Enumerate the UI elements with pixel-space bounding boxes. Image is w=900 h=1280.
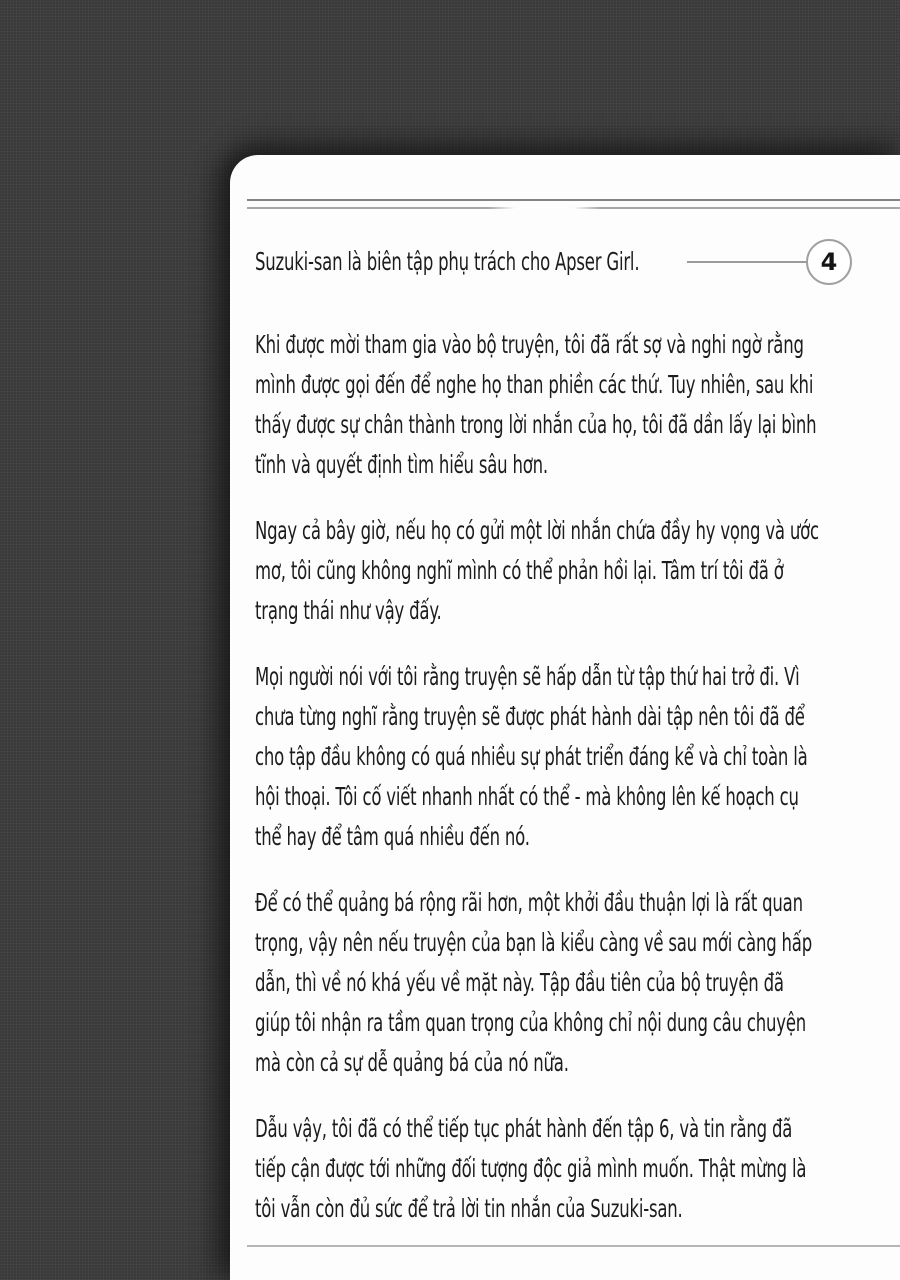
text-line-content: cho tập đầu không có quá nhiều sự phát triển đáng kể và chỉ toàn là <box>255 742 808 771</box>
text-line <box>255 817 894 857</box>
text-line <box>255 365 894 405</box>
text-line <box>255 1149 894 1189</box>
top-rule-primary <box>247 199 900 201</box>
text-line-content: Để có thể quảng bá rộng rãi hơn, một khởi đầu thuận lợi là rất quan <box>255 888 803 917</box>
paragraph-1 <box>255 325 894 485</box>
paragraph-3 <box>255 657 894 857</box>
bottom-rule <box>247 1245 900 1247</box>
paragraph-5 <box>255 1109 894 1229</box>
text-line <box>255 511 894 551</box>
text-line-content: Mọi người nói với tôi rằng truyện sẽ hấp dẫn từ tập thứ hai trở đi. Vì <box>255 662 800 691</box>
text-line <box>255 777 894 817</box>
text-line-content: tôi vẫn còn đủ sức để trả lời tin nhắn của Suzuki-san. <box>255 1194 683 1223</box>
text-line <box>255 591 894 631</box>
text-line <box>255 1003 894 1043</box>
afterword-page <box>230 155 900 1280</box>
text-line <box>255 737 894 777</box>
text-line <box>255 1043 894 1083</box>
text-line <box>255 325 894 365</box>
text-line-content: mình được gọi đến để nghe họ than phiền các thứ. Tuy nhiên, sau khi <box>255 370 814 399</box>
text-line <box>255 963 894 1003</box>
text-line-content: trạng thái như vậy đấy. <box>255 596 442 625</box>
text-line-content: trọng, vậy nên nếu truyện của bạn là kiểu càng về sau mới càng hấp <box>255 928 812 957</box>
text-line <box>255 697 894 737</box>
paragraph-2 <box>255 511 894 631</box>
top-rule-secondary <box>247 207 900 209</box>
text-line <box>255 1109 894 1149</box>
text-line <box>255 405 894 445</box>
text-line <box>255 883 894 923</box>
text-line-content: chưa từng nghĩ rằng truyện sẽ được phát hành dài tập nên tôi đã để <box>255 702 805 731</box>
page-number: 4 <box>820 248 838 276</box>
text-line-content: Khi được mời tham gia vào bộ truyện, tôi đã rất sợ và nghi ngờ rằng <box>255 330 804 359</box>
text-line <box>255 657 894 697</box>
afterword-content <box>255 242 894 1229</box>
text-line-content: tiếp cận được tới những đối tượng độc giả mình muốn. Thật mừng là <box>255 1154 807 1183</box>
afterword-header-text: Suzuki-san là biên tập phụ trách cho Apser Girl. <box>255 247 640 276</box>
text-line <box>255 923 894 963</box>
text-line-content: tĩnh và quyết định tìm hiểu sâu hơn. <box>255 450 548 479</box>
afterword-header <box>255 242 894 282</box>
text-line-content: Ngay cả bây giờ, nếu họ có gửi một lời nhắn chứa đầy hy vọng và ước <box>255 516 819 545</box>
text-line-content: Dẫu vậy, tôi đã có thể tiếp tục phát hành đến tập 6, và tin rằng đã <box>255 1114 793 1143</box>
text-line-content: giúp tôi nhận ra tầm quan trọng của không chỉ nội dung câu chuyện <box>255 1008 807 1037</box>
text-line-content: thể hay để tâm quá nhiều đến nó. <box>255 822 530 851</box>
text-line-content: dẫn, thì về nó khá yếu về mặt này. Tập đầu tiên của bộ truyện đã <box>255 968 784 997</box>
text-line-content: hội thoại. Tôi cố viết nhanh nhất có thể - mà không lên kế hoạch cụ <box>255 782 799 811</box>
text-line <box>255 551 894 591</box>
text-line-content: mà còn cả sự dễ quảng bá của nó nữa. <box>255 1048 569 1077</box>
text-line-content: thấy được sự chân thành trong lời nhắn của họ, tôi đã dần lấy lại bình <box>255 410 817 439</box>
text-line <box>255 445 894 485</box>
text-line <box>255 1189 894 1229</box>
paragraph-4 <box>255 883 894 1083</box>
text-line-content: mơ, tôi cũng không nghĩ mình có thể phản hồi lại. Tâm trí tôi đã ở <box>255 556 784 585</box>
